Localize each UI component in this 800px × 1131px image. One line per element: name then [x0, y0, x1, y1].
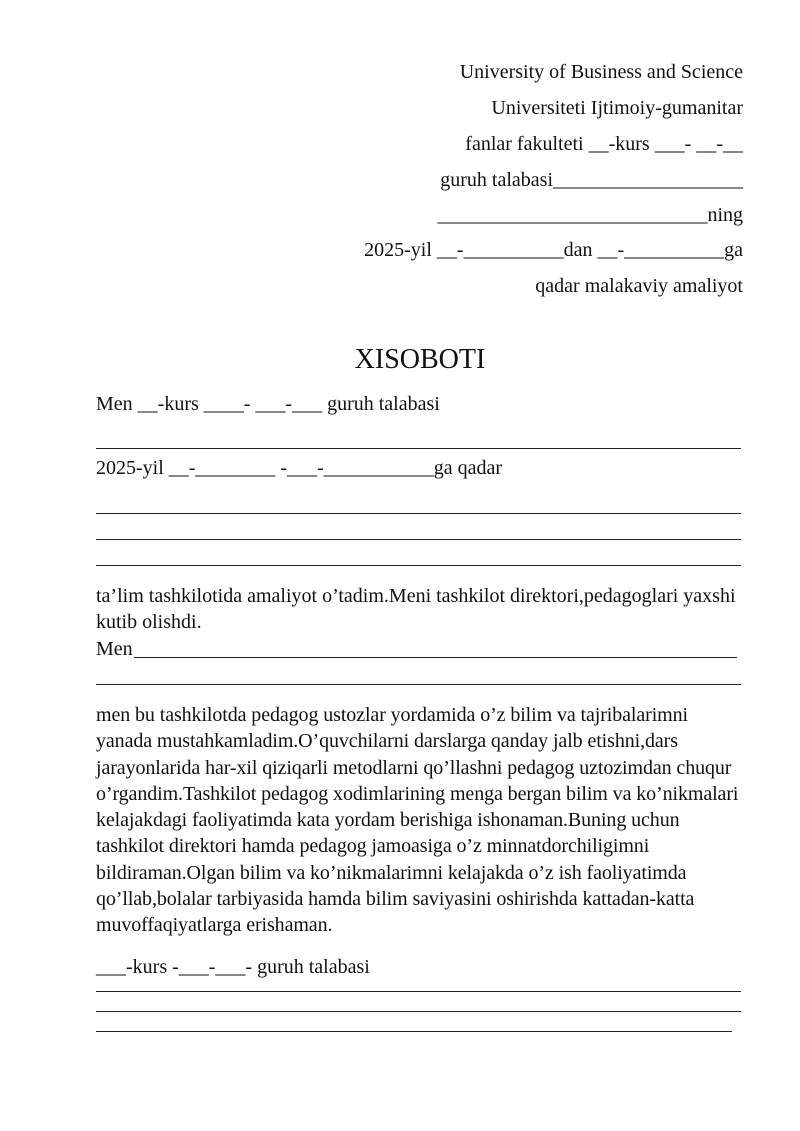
blank-rule: [96, 513, 741, 514]
header-practice-line: qadar malakaviy amaliyot: [535, 275, 743, 297]
date-range-line: 2025-yil __-________ -___-___________ga qadar: [96, 457, 503, 479]
header-university-name: University of Business and Science: [459, 61, 743, 83]
men-label: Men: [96, 638, 133, 660]
blank-rule: [96, 1031, 732, 1032]
blank-rule: [96, 565, 741, 566]
blank-rule: [96, 991, 741, 992]
blank-rule: [96, 539, 741, 540]
blank-rule: [96, 684, 741, 685]
blank-rule: [134, 657, 737, 658]
signature-line: ___-kurs -___-___- guruh talabasi: [96, 956, 370, 978]
header-course-line: fanlar fakulteti __-kurs ___- __-__: [465, 133, 743, 155]
header-date-line: 2025-yil __-__________dan __-__________ga: [364, 239, 743, 261]
header-name-line: ___________________________ning: [437, 204, 743, 226]
header-faculty-line: Universiteti Ijtimoiy-gumanitar: [491, 97, 743, 119]
student-intro-line: Men __-kurs ____- ___-___ guruh talabasi: [96, 393, 440, 415]
document-title: XISOBOTI: [354, 344, 486, 375]
blank-rule: [96, 1011, 741, 1012]
blank-rule: [96, 448, 741, 449]
main-paragraph: men bu tashkilotda pedagog ustozlar yordamida o’z bilim va tajribalarimni yanada mustahkamladim.O’quvchilarni darslarga qanday jalb etishni,dars jarayonlarida har-xil qiziqarli metodlarni qo’llashni pedagog uztozimdan chuqur o’rgandim.Tashkilot pedagog xodimlarining menga bergan bilim va ko’nikmalari kelajakdagi faoliyatimda kata yordam berishiga ishonaman.Buning uchun tashkilot direktori hamda pedagog jamoasiga o’z minnatdorchiligimni bildiraman.Olgan bilim va ko’nikmalarimni kelajakda o’z ish faoliyatimda qo’llab,bolalar tarbiyasida hamda bilim saviyasini oshirishda kattadan-katta muvoffaqiyatlarga erishaman.: [96, 704, 739, 937]
intro-paragraph: ta’lim tashkilotida amaliyot o’tadim.Meni tashkilot direktori,pedagoglari yaxshi kutib olishdi.: [96, 585, 736, 634]
header-group-line: guruh talabasi___________________: [440, 169, 743, 191]
